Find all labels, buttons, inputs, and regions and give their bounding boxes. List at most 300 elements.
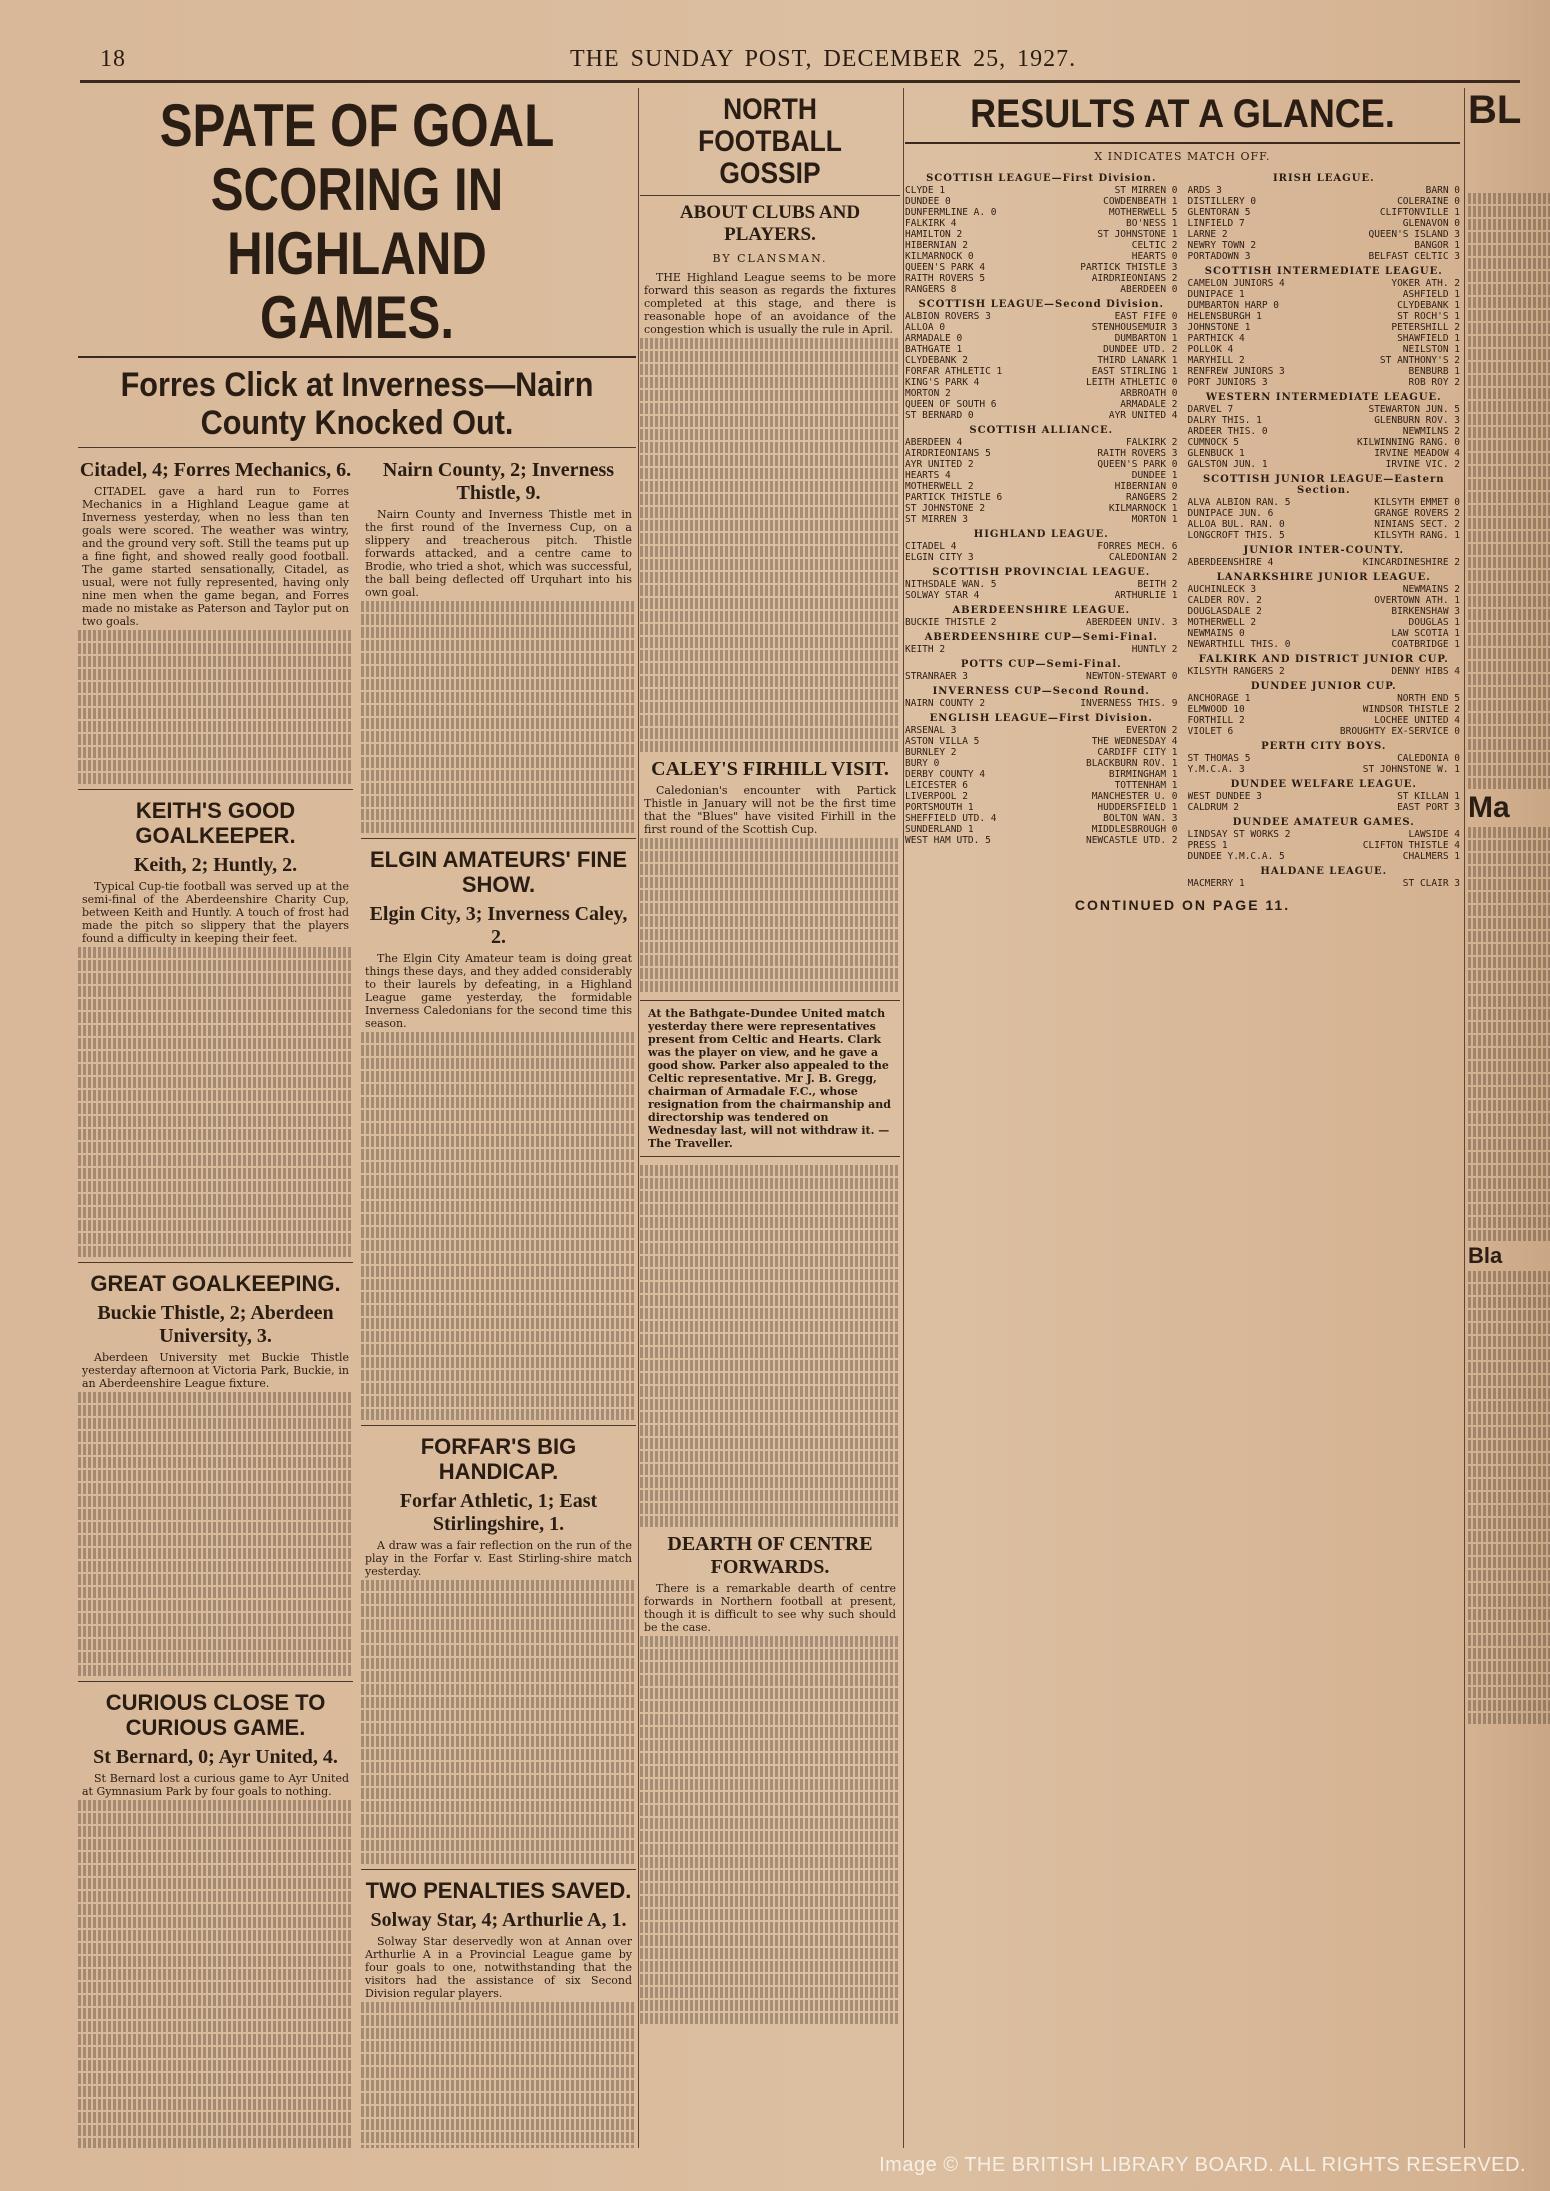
result-row: [905, 459, 1178, 470]
column-main-story: [78, 88, 636, 2148]
away-team-score: ST JOHNSTONE 1: [1097, 229, 1178, 240]
home-team-score: RAITH ROVERS 5: [905, 273, 986, 284]
league-heading: SCOTTISH INTERMEDIATE LEAGUE.: [1204, 266, 1443, 277]
home-team-score: FALKIRK 4: [905, 218, 957, 229]
home-team-score: ST MIRREN 3: [905, 514, 968, 525]
away-team-score: BEITH 2: [1137, 579, 1178, 590]
league-heading: FALKIRK AND DISTRICT JUNIOR CUP.: [1198, 654, 1449, 665]
main-headline: SPATE OF GOAL SCORING IN HIGHLAND GAMES.: [159, 92, 555, 351]
result-row: [905, 644, 1178, 655]
away-team-score: HUNTLY 2: [1131, 644, 1178, 655]
away-team-score: STENHOUSEMUIR 3: [1091, 322, 1178, 333]
result-row: [905, 311, 1178, 322]
home-team-score: RENFREW JUNIORS 3: [1187, 366, 1285, 377]
league-heading: JUNIOR INTER-COUNTY.: [1243, 545, 1404, 556]
away-team-score: ARTHURLIE 1: [1114, 590, 1178, 601]
column-next-page-edge: [1468, 88, 1550, 2148]
home-team-score: ABERDEENSHIRE 4: [1187, 557, 1274, 568]
home-team-score: LINDSAY ST WORKS 2: [1187, 829, 1291, 840]
top-rule: [80, 80, 1520, 83]
away-team-score: IRVINE VIC. 2: [1385, 459, 1460, 470]
continued-note: CONTINUED ON PAGE 11.: [1074, 897, 1291, 913]
result-row: [905, 388, 1178, 399]
away-team-score: ARBROATH 0: [1120, 388, 1178, 399]
article-text: Caledonian's encounter with Partick Thistle in January will not be the first time that the "Blues" have visited Firhill in the first round of the Scottish Cup.: [644, 784, 896, 836]
away-team-score: CALEDONIAN 2: [1108, 552, 1178, 563]
result-row: [1188, 404, 1461, 415]
article-text-continued: [640, 838, 900, 992]
home-team-score: QUEEN OF SOUTH 6: [905, 399, 997, 410]
section-heading: GREAT GOALKEEPING.: [90, 1271, 341, 1296]
home-team-score: AYR UNITED 2: [905, 459, 974, 470]
result-row: [905, 344, 1178, 355]
home-team-score: CITADEL 4: [905, 541, 957, 552]
home-team-score: Y.M.C.A. 3: [1187, 764, 1245, 775]
newspaper-title: THE SUNDAY POST, DECEMBER 25, 1927.: [570, 46, 1077, 72]
match-title: Forfar Athletic, 1; East Stirlingshire, 1.: [399, 1490, 598, 1535]
section-heading: FORFAR'S BIG HANDICAP.: [420, 1434, 577, 1484]
home-team-score: LARNE 2: [1187, 229, 1228, 240]
away-team-score: ST JOHNSTONE W. 1: [1362, 764, 1460, 775]
result-row: [1188, 878, 1461, 889]
home-team-score: SOLWAY STAR 4: [905, 590, 980, 601]
column-rule: [1464, 88, 1465, 2148]
home-team-score: BATHGATE 1: [905, 344, 963, 355]
article-text: A draw was a fair reflection on the run of the play in the Forfar v. East Stirling-shire match yesterday.: [365, 1539, 632, 1578]
away-team-score: ST KILLAN 1: [1397, 791, 1460, 802]
edge-headline: BL: [1468, 88, 1522, 132]
result-row: [905, 218, 1178, 229]
result-row: [905, 617, 1178, 628]
away-team-score: NORTH END 5: [1397, 693, 1460, 704]
home-team-score: PRESS 1: [1187, 840, 1228, 851]
home-team-score: MOTHERWELL 2: [905, 481, 974, 492]
result-row: [905, 802, 1178, 813]
away-team-score: BLACKBURN ROV. 1: [1085, 758, 1178, 769]
section-heading: CURIOUS CLOSE TO CURIOUS GAME.: [105, 1690, 326, 1740]
away-team-score: ASHFIELD 1: [1402, 289, 1460, 300]
match-title: Keith, 2; Huntly, 2.: [133, 854, 298, 876]
result-row: [1188, 300, 1461, 311]
home-team-score: HELENSBURGH 1: [1187, 311, 1262, 322]
league-heading: DUNDEE JUNIOR CUP.: [1250, 681, 1397, 692]
away-team-score: QUEEN'S PARK 0: [1097, 459, 1178, 470]
article-text: The Elgin City Amateur team is doing great things these days, and they added considerably to their laurels by defeating, in a Highland League game yesterday, the formidable Inverness Caledonians for the second time this season.: [365, 952, 632, 1030]
home-team-score: WEST DUNDEE 3: [1187, 791, 1262, 802]
result-row: [1188, 628, 1461, 639]
home-team-score: CLYDE 1: [905, 185, 946, 196]
result-row: [1188, 851, 1461, 862]
result-row: [1188, 251, 1461, 262]
result-row: [1188, 459, 1461, 470]
column-gossip: [640, 88, 900, 2148]
home-team-score: DUNIPACE JUN. 6: [1187, 508, 1274, 519]
result-row: [1188, 289, 1461, 300]
away-team-score: DUNDEE UTD. 2: [1103, 344, 1178, 355]
away-team-score: DOUGLAS 1: [1408, 617, 1460, 628]
article-text-continued: [361, 2002, 636, 2148]
result-row: [1188, 322, 1461, 333]
divider: [78, 1681, 353, 1682]
home-team-score: ALLOA BUL. RAN. 0: [1187, 519, 1285, 530]
article-text-continued: [361, 1580, 636, 1864]
result-row: [905, 470, 1178, 481]
result-row: [905, 437, 1178, 448]
home-team-score: NITHSDALE WAN. 5: [905, 579, 997, 590]
match-title: St Bernard, 0; Ayr United, 4.: [93, 1746, 338, 1768]
home-team-score: MACMERRY 1: [1187, 878, 1245, 889]
home-team-score: PORTSMOUTH 1: [905, 802, 974, 813]
away-team-score: YOKER ATH. 2: [1391, 278, 1460, 289]
away-team-score: BANGOR 1: [1414, 240, 1460, 251]
away-team-score: EAST PORT 3: [1397, 802, 1460, 813]
league-heading: SCOTTISH ALLIANCE.: [969, 425, 1114, 436]
home-team-score: ELMWOOD 10: [1187, 704, 1245, 715]
divider: [361, 1425, 636, 1426]
home-team-score: PORTADOWN 3: [1187, 251, 1251, 262]
result-row: [905, 791, 1178, 802]
away-team-score: ABERDEEN UNIV. 3: [1085, 617, 1178, 628]
edge-headline: Ma: [1468, 791, 1510, 824]
home-team-score: PARTHICK 4: [1187, 333, 1245, 344]
league-heading: DUNDEE AMATEUR GAMES.: [1232, 817, 1415, 828]
home-team-score: PARTICK THISTLE 6: [905, 492, 1003, 503]
edge-text-lines: [1468, 1271, 1550, 1724]
away-team-score: COWDENBEATH 1: [1103, 196, 1178, 207]
league-heading: SCOTTISH JUNIOR LEAGUE—Eastern Section.: [1202, 474, 1445, 496]
image-credit: Image © THE BRITISH LIBRARY BOARD. ALL RIGHTS RESERVED.: [879, 2154, 1526, 2176]
result-row: [1188, 639, 1461, 650]
masthead: [60, 46, 1510, 74]
result-row: [905, 262, 1178, 273]
away-team-score: PETERSHILL 2: [1391, 322, 1460, 333]
gossip-headline: NORTH FOOTBALL GOSSIP: [698, 93, 842, 190]
home-team-score: LIVERPOOL 2: [905, 791, 968, 802]
home-team-score: ARDS 3: [1187, 185, 1222, 196]
result-row: [905, 273, 1178, 284]
away-team-score: NEILSTON 1: [1402, 344, 1460, 355]
league-heading: INVERNESS CUP—Second Round.: [932, 686, 1150, 697]
away-team-score: FORRES MECH. 6: [1097, 541, 1178, 552]
section-heading: DEARTH OF CENTRE FORWARDS.: [667, 1533, 873, 1578]
home-team-score: MORTON 2: [905, 388, 951, 399]
home-team-score: KING'S PARK 4: [905, 377, 980, 388]
away-team-score: MIDDLESBROUGH 0: [1091, 824, 1178, 835]
results-headline: RESULTS AT A GLANCE.: [970, 92, 1395, 136]
home-team-score: KILMARNOCK 0: [905, 251, 974, 262]
sub-headline: Forres Click at Inverness—Nairn County Knocked Out.: [120, 366, 594, 442]
result-row: [905, 185, 1178, 196]
match-title: Elgin City, 3; Inverness Caley, 2.: [369, 903, 628, 948]
edge-headline: Bla: [1468, 1243, 1503, 1268]
league-heading: ENGLISH LEAGUE—First Division.: [929, 713, 1153, 724]
result-row: [1188, 185, 1461, 196]
league-heading: ABERDEENSHIRE LEAGUE.: [952, 605, 1131, 616]
away-team-score: ROB ROY 2: [1408, 377, 1460, 388]
league-heading: LANARKSHIRE JUNIOR LEAGUE.: [1216, 572, 1431, 583]
away-team-score: BIRMINGHAM 1: [1108, 769, 1178, 780]
subcolumn-right: [361, 453, 636, 2148]
away-team-score: RAITH ROVERS 3: [1097, 448, 1178, 459]
away-team-score: ST ROCH'S 1: [1397, 311, 1460, 322]
away-team-score: CLYDEBANK 1: [1397, 300, 1460, 311]
match-title: Citadel, 4; Forres Mechanics, 6.: [79, 459, 352, 481]
result-row: [1188, 415, 1461, 426]
article-text-continued: [361, 601, 636, 833]
result-row: [905, 813, 1178, 824]
home-team-score: ST JOHNSTONE 2: [905, 503, 986, 514]
home-team-score: FORTHILL 2: [1187, 715, 1245, 726]
article-text: Nairn County and Inverness Thistle met in the first round of the Inverness Cup, on a slippery and treacherous pitch. Thistle forwards attacked, and a centre came to Brodie, who tried a shot, which was successful, the ball being deflected off Urquhart into his own goal.: [365, 508, 632, 599]
league-heading: SCOTTISH PROVINCIAL LEAGUE.: [932, 567, 1151, 578]
result-row: [905, 355, 1178, 366]
home-team-score: FORFAR ATHLETIC 1: [905, 366, 1003, 377]
result-row: [1188, 278, 1461, 289]
home-team-score: AUCHINLECK 3: [1187, 584, 1257, 595]
home-team-score: ANCHORAGE 1: [1187, 693, 1251, 704]
away-team-score: IRVINE MEADOW 4: [1374, 448, 1460, 459]
home-team-score: VIOLET 6: [1187, 726, 1234, 737]
result-row: [1188, 377, 1461, 388]
result-row: [1188, 311, 1461, 322]
result-row: [905, 229, 1178, 240]
away-team-score: THIRD LANARK 1: [1097, 355, 1178, 366]
home-team-score: AIRDRIEONIANS 5: [905, 448, 991, 459]
away-team-score: GLENAVON 0: [1402, 218, 1460, 229]
away-team-score: CHALMERS 1: [1402, 851, 1460, 862]
away-team-score: KILSYTH EMMET 0: [1374, 497, 1460, 508]
article-text-continued: [640, 1636, 900, 2024]
edge-text-lines: [1468, 193, 1550, 789]
home-team-score: NAIRN COUNTY 2: [905, 698, 986, 709]
away-team-score: NINIANS SECT. 2: [1374, 519, 1460, 530]
away-team-score: GRANGE ROVERS 2: [1374, 508, 1460, 519]
home-team-score: HAMILTON 2: [905, 229, 963, 240]
home-team-score: ARSENAL 3: [905, 725, 957, 736]
section-heading: KEITH'S GOOD GOALKEEPER.: [135, 798, 296, 848]
away-team-score: NEWTON-STEWART 0: [1085, 671, 1178, 682]
home-team-score: GLENBUCK 1: [1187, 448, 1245, 459]
home-team-score: DISTILLERY 0: [1187, 196, 1257, 207]
away-team-score: EAST STIRLING 1: [1091, 366, 1178, 377]
away-team-score: BIRKENSHAW 3: [1391, 606, 1460, 617]
result-row: [905, 824, 1178, 835]
match-title: Buckie Thistle, 2; Aberdeen University, 3.: [97, 1302, 334, 1347]
result-row: [905, 333, 1178, 344]
home-team-score: KEITH 2: [905, 644, 946, 655]
away-team-score: MORTON 1: [1131, 514, 1178, 525]
home-team-score: ALBION ROVERS 3: [905, 311, 991, 322]
result-row: [905, 399, 1178, 410]
result-row: [1188, 448, 1461, 459]
gossip-subhead: ABOUT CLUBS AND PLAYERS.: [679, 202, 861, 245]
results-note: X INDICATES MATCH OFF.: [1094, 150, 1271, 163]
result-row: [1188, 333, 1461, 344]
result-row: [1188, 726, 1461, 737]
divider: [78, 356, 636, 358]
away-team-score: KILWINNING RANG. 0: [1357, 437, 1460, 448]
away-team-score: EAST FIFE 0: [1114, 311, 1178, 322]
away-team-score: ST ANTHONY'S 2: [1379, 355, 1460, 366]
divider: [78, 789, 353, 790]
result-row: [1188, 606, 1461, 617]
story-subcolumns: [78, 453, 636, 2148]
home-team-score: BURNLEY 2: [905, 747, 957, 758]
home-team-score: POLLOK 4: [1187, 344, 1234, 355]
away-team-score: COATBRIDGE 1: [1391, 639, 1460, 650]
home-team-score: JOHNSTONE 1: [1187, 322, 1251, 333]
away-team-score: LAW SCOTIA 1: [1391, 628, 1460, 639]
divider: [640, 195, 900, 196]
home-team-score: KILSYTH RANGERS 2: [1187, 666, 1285, 677]
away-team-score: WINDSOR THISTLE 2: [1362, 704, 1460, 715]
result-row: [905, 196, 1178, 207]
league-heading: SCOTTISH LEAGUE—First Division.: [926, 173, 1157, 184]
away-team-score: KILSYTH RANG. 1: [1374, 530, 1460, 541]
match-title: Solway Star, 4; Arthurlie A, 1.: [370, 1909, 627, 1931]
home-team-score: DARVEL 7: [1187, 404, 1234, 415]
home-team-score: DUNDEE 0: [905, 196, 951, 207]
away-team-score: BENBURB 1: [1408, 366, 1460, 377]
away-team-score: LEITH ATHLETIC 0: [1085, 377, 1178, 388]
home-team-score: HIBERNIAN 2: [905, 240, 968, 251]
article-text-continued: [640, 1165, 900, 1527]
article-text: Typical Cup-tie football was served up at the semi-final of the Aberdeenshire Charity Cup, between Keith and Huntly. A touch of frost had made the pitch so slippery that the players found a difficulty in keeping their feet.: [82, 880, 349, 945]
article-text: THE Highland League seems to be more forward this season as regards the fixtures completed at this stage, and there is reasonable hope of an avoidance of the congestion which is usually the rule in April.: [644, 271, 896, 336]
result-row: [1188, 704, 1461, 715]
away-team-score: SHAWFIELD 1: [1397, 333, 1460, 344]
away-team-score: MANCHESTER U. 0: [1091, 791, 1178, 802]
home-team-score: RANGERS 8: [905, 284, 957, 295]
home-team-score: DALRY THIS. 1: [1187, 415, 1262, 426]
article-text-continued: [640, 338, 900, 752]
away-team-score: QUEEN'S ISLAND 3: [1368, 229, 1460, 240]
home-team-score: QUEEN'S PARK 4: [905, 262, 986, 273]
league-heading: WESTERN INTERMEDIATE LEAGUE.: [1205, 392, 1442, 403]
away-team-score: AIRDRIEONIANS 2: [1091, 273, 1178, 284]
away-team-score: AYR UNITED 4: [1108, 410, 1178, 421]
home-team-score: GLENTORAN 5: [1187, 207, 1251, 218]
result-row: [905, 322, 1178, 333]
article-text: Solway Star deservedly won at Annan over Arthurlie A in a Provincial League game by four goals to one, notwithstanding that the visitors had the assistance of six Second Division regular players.: [365, 1935, 632, 2000]
result-row: [905, 725, 1178, 736]
article-text-continued: [78, 1392, 353, 1676]
article-text-continued: [78, 1800, 353, 2148]
home-team-score: ALVA ALBION RAN. 5: [1187, 497, 1291, 508]
home-team-score: GALSTON JUN. 1: [1187, 459, 1268, 470]
home-team-score: ASTON VILLA 5: [905, 736, 980, 747]
result-row: [905, 579, 1178, 590]
result-row: [1188, 693, 1461, 704]
home-team-score: CLYDEBANK 2: [905, 355, 968, 366]
result-row: [905, 541, 1178, 552]
divider: [78, 1262, 353, 1263]
column-rule: [638, 88, 639, 2148]
away-team-score: CLIFTON THISTLE 4: [1362, 840, 1460, 851]
home-team-score: CALDER ROV. 2: [1187, 595, 1262, 606]
result-row: [905, 503, 1178, 514]
away-team-score: BO'NESS 1: [1126, 218, 1178, 229]
league-heading: PERTH CITY BOYS.: [1261, 741, 1387, 752]
article-text: CITADEL gave a hard run to Forres Mechanics in a Highland League game at Inverness yesterday, when no less than ten goals were scored. The weather was wintry, and the ground very soft. Still the teams put up a fine fight, and showed really good football. The game started sensationally, Citadel, as usual, were not fully represented, having only nine men when the game began, and Forres made no mistake as Paterson and Taylor put on two goals.: [82, 485, 349, 628]
away-team-score: DUMBARTON 1: [1114, 333, 1178, 344]
result-row: [1188, 617, 1461, 628]
match-title: Nairn County, 2; Inverness Thistle, 9.: [382, 459, 615, 504]
section-heading: ELGIN AMATEURS' FINE SHOW.: [369, 847, 627, 897]
result-row: [1188, 218, 1461, 229]
home-team-score: PORT JUNIORS 3: [1187, 377, 1268, 388]
byline: BY CLANSMAN.: [712, 252, 828, 265]
away-team-score: HEARTS 0: [1131, 251, 1178, 262]
away-team-score: ABERDEEN 0: [1120, 284, 1178, 295]
result-row: [905, 366, 1178, 377]
edge-text-lines: [1468, 827, 1550, 1241]
result-row: [905, 492, 1178, 503]
home-team-score: DUNDEE Y.M.C.A. 5: [1187, 851, 1285, 862]
result-row: [1188, 791, 1461, 802]
article-text: St Bernard lost a curious game to Ayr United at Gymnasium Park by four goals to nothing.: [82, 1772, 349, 1798]
result-row: [1188, 508, 1461, 519]
away-team-score: TOTTENHAM 1: [1114, 780, 1178, 791]
home-team-score: SUNDERLAND 1: [905, 824, 974, 835]
home-team-score: DOUGLASDALE 2: [1187, 606, 1262, 617]
result-row: [1188, 366, 1461, 377]
away-team-score: OVERTOWN ATH. 1: [1374, 595, 1460, 606]
home-team-score: CUMNOCK 5: [1187, 437, 1239, 448]
result-row: [905, 671, 1178, 682]
away-team-score: BARN 0: [1425, 185, 1460, 196]
result-row: [905, 552, 1178, 563]
away-team-score: BROUGHTY EX-SERVICE 0: [1339, 726, 1460, 737]
away-team-score: STEWARTON JUN. 5: [1368, 404, 1460, 415]
result-row: [905, 769, 1178, 780]
home-team-score: DERBY COUNTY 4: [905, 769, 986, 780]
result-row: [1188, 497, 1461, 508]
result-row: [905, 780, 1178, 791]
divider: [361, 1869, 636, 1870]
home-team-score: ALLOA 0: [905, 322, 946, 333]
away-team-score: INVERNESS THIS. 9: [1080, 698, 1178, 709]
away-team-score: LAWSIDE 4: [1408, 829, 1460, 840]
away-team-score: CELTIC 2: [1131, 240, 1178, 251]
results-right: [1188, 169, 1461, 889]
home-team-score: DUNIPACE 1: [1187, 289, 1245, 300]
result-row: [1188, 840, 1461, 851]
home-team-score: STRANRAER 3: [905, 671, 968, 682]
league-heading: ABERDEENSHIRE CUP—Semi-Final.: [924, 632, 1158, 643]
result-row: [1188, 753, 1461, 764]
result-row: [905, 736, 1178, 747]
league-heading: SCOTTISH LEAGUE—Second Division.: [918, 299, 1165, 310]
result-row: [905, 207, 1178, 218]
result-row: [905, 284, 1178, 295]
away-team-score: NEWMAINS 2: [1402, 584, 1460, 595]
home-team-score: HEARTS 4: [905, 470, 951, 481]
away-team-score: MOTHERWELL 5: [1108, 207, 1178, 218]
away-team-score: BELFAST CELTIC 3: [1368, 251, 1460, 262]
home-team-score: MARYHILL 2: [1187, 355, 1245, 366]
away-team-score: FALKIRK 2: [1126, 437, 1178, 448]
away-team-score: ST CLAIR 3: [1402, 878, 1460, 889]
home-team-score: WEST HAM UTD. 5: [905, 835, 991, 846]
home-team-score: NEWRY TOWN 2: [1187, 240, 1257, 251]
result-row: [1188, 764, 1461, 775]
result-row: [1188, 666, 1461, 677]
away-team-score: RANGERS 2: [1126, 492, 1178, 503]
divider: [78, 447, 636, 448]
result-row: [1188, 196, 1461, 207]
article-text-continued: [78, 630, 353, 784]
